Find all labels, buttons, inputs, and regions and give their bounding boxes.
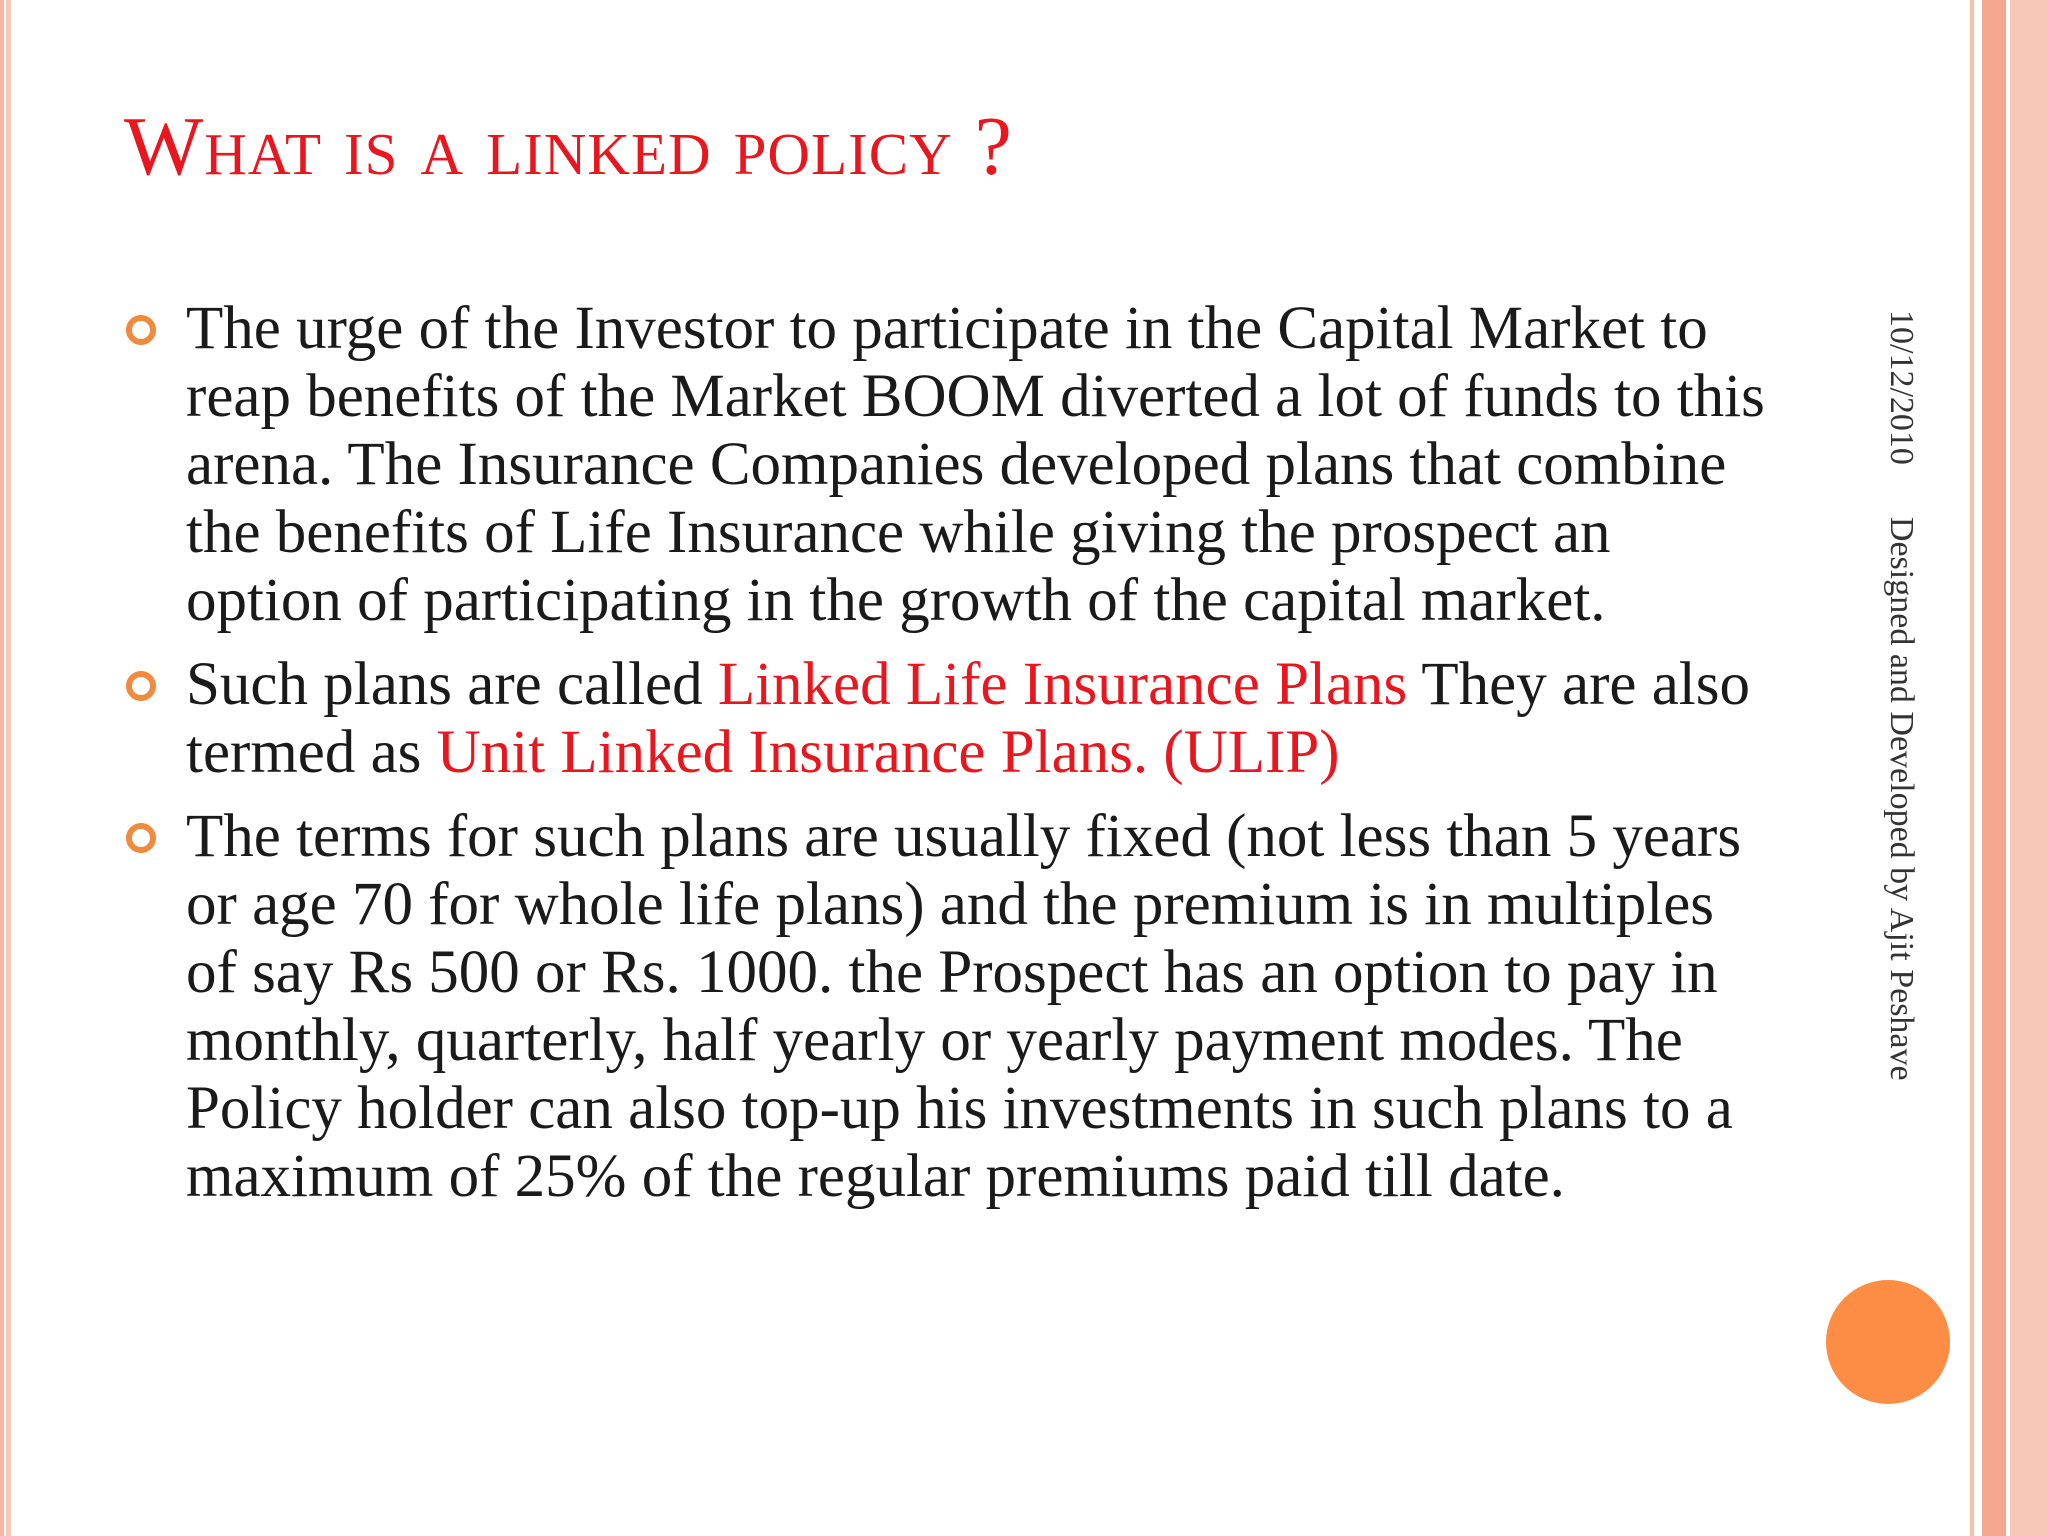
- left-border-stripe: [0, 0, 11, 1536]
- orange-circle-decoration: [1826, 1280, 1950, 1404]
- bullet-ring-icon: [126, 823, 156, 853]
- vertical-footer: [1882, 310, 1920, 1081]
- bullet-ring-icon: [126, 315, 156, 345]
- bullet-item: [126, 295, 1766, 635]
- footer-date: 10/12/2010: [1883, 310, 1920, 465]
- bullet-item: [126, 651, 1766, 787]
- bullet-item: [126, 803, 1766, 1211]
- bullet-list: [126, 295, 1766, 1227]
- right-decorative-stripes: [1958, 0, 2048, 1536]
- slide-title: What is a linked policy ?: [124, 100, 1013, 193]
- highlight-text: Unit Linked Insurance Plans. (ULIP): [436, 719, 1340, 786]
- bullet-text: Such plans are called: [186, 651, 718, 718]
- footer-author: Designed and Developed by Ajit Peshave: [1883, 516, 1920, 1081]
- bullet-text: The urge of the Investor to participate in the Capital Market to reap benefits of the Market BOOM diverted a lot of funds to this arena. The Insurance Companies developed plans that combine the benefits of Life Insurance while giving the prospect an option of participating in the growth of the capital market.: [186, 295, 1765, 634]
- bullet-text: They are also termed as: [186, 651, 1750, 786]
- bullet-ring-icon: [126, 671, 156, 701]
- highlight-text: Linked Life Insurance Plans: [717, 651, 1408, 718]
- bullet-text: The terms for such plans are usually fixed (not less than 5 years or age 70 for whole life plans) and the premium is in multiples of say Rs 500 or Rs. 1000. the Prospect has an option to pay in monthly, quarterly, half yearly or yearly payment modes. The Policy holder can also top-up his investments in such plans to a maximum of 25% of the regular premiums paid till date.: [186, 803, 1742, 1210]
